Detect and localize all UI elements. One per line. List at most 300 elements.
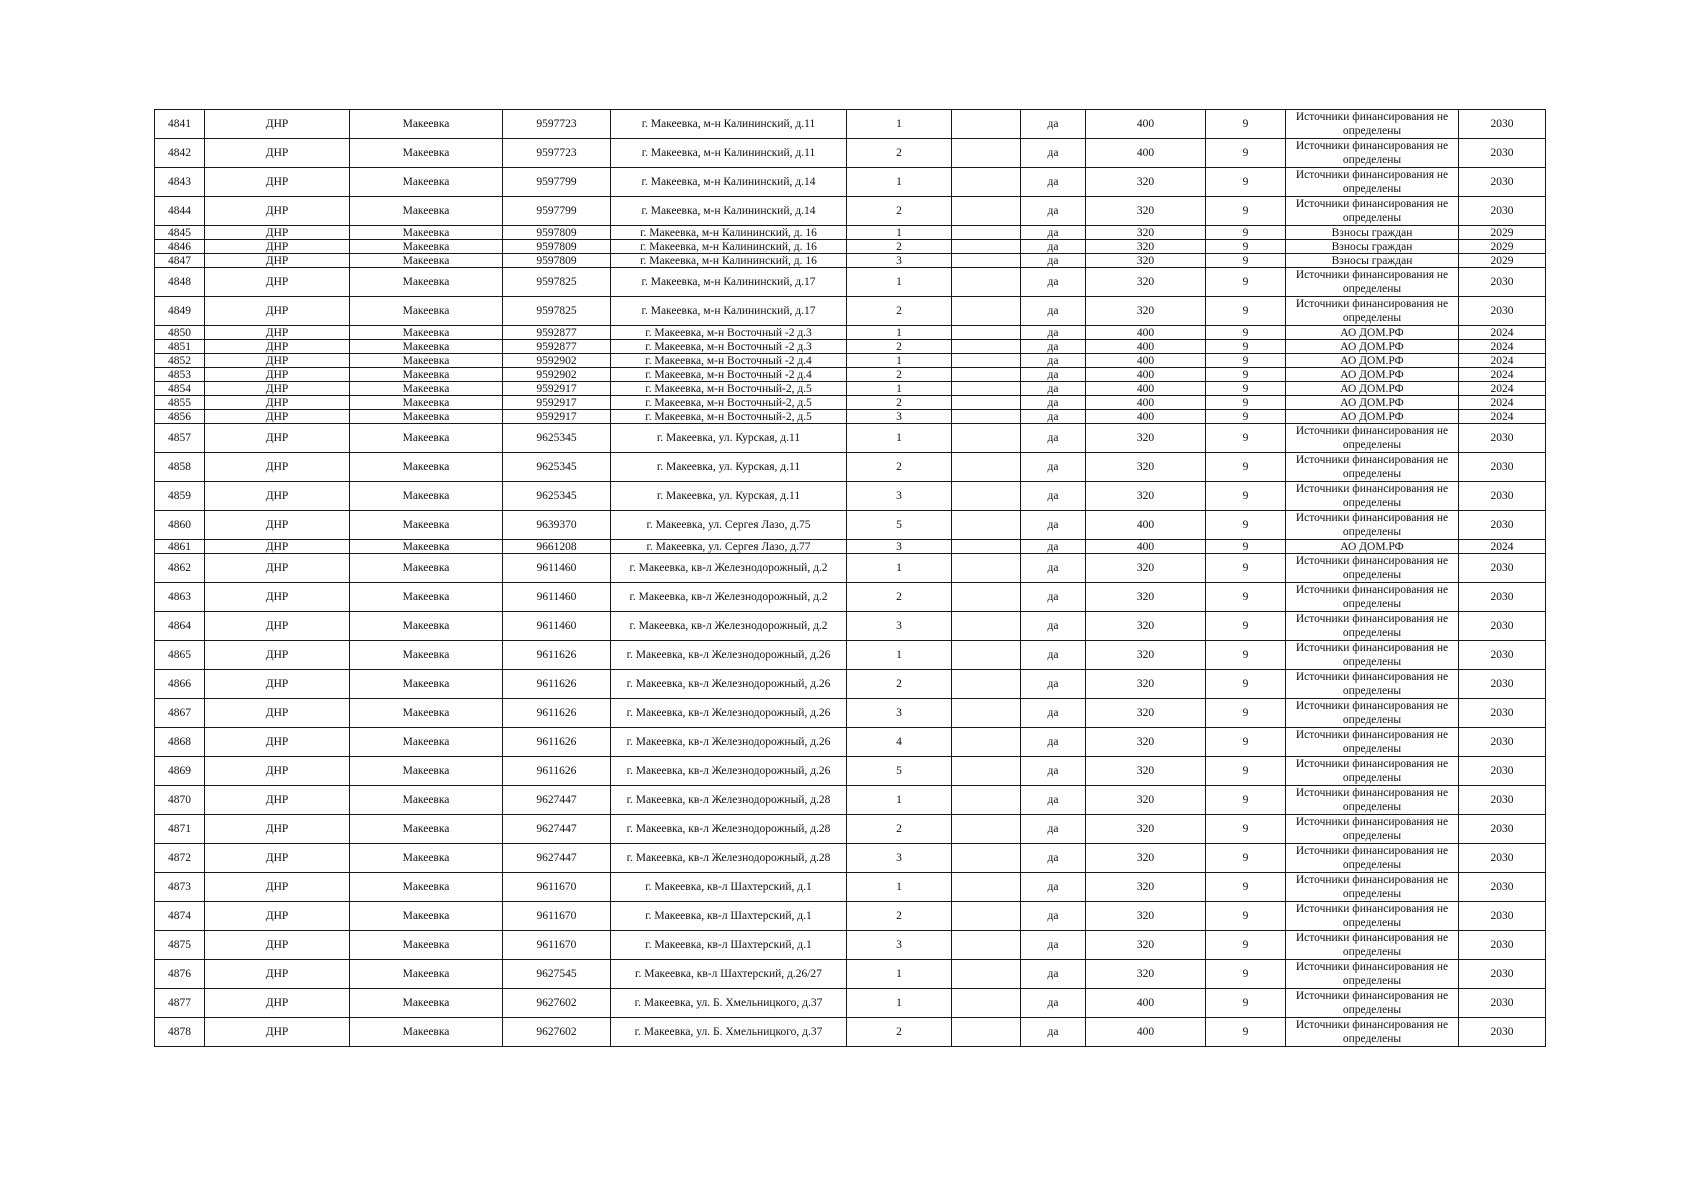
cell-year: 2024 <box>1459 326 1546 340</box>
cell-year: 2030 <box>1459 511 1546 540</box>
cell-extra <box>952 728 1021 757</box>
cell-entrance: 5 <box>847 757 952 786</box>
cell-city: Макеевка <box>350 482 503 511</box>
cell-entrance: 3 <box>847 844 952 873</box>
cell-year: 2030 <box>1459 139 1546 168</box>
cell-funding-source: Источники финансирования не определены <box>1286 728 1459 757</box>
cell-funding-source: Источники финансирования не определены <box>1286 699 1459 728</box>
cell-city: Макеевка <box>350 612 503 641</box>
cell-funding-source: АО ДОМ.РФ <box>1286 354 1459 368</box>
cell-building-id: 9597799 <box>503 197 611 226</box>
cell-address: г. Макеевка, м-н Калининский, д.11 <box>611 110 847 139</box>
cell-city: Макеевка <box>350 254 503 268</box>
cell-capacity: 320 <box>1086 873 1206 902</box>
table-row <box>155 197 1546 226</box>
cell-address: г. Макеевка, м-н Калининский, д.11 <box>611 139 847 168</box>
cell-capacity: 320 <box>1086 297 1206 326</box>
cell-address: г. Макеевка, кв-л Железнодорожный, д.2 <box>611 583 847 612</box>
cell-address: г. Макеевка, м-н Калининский, д.17 <box>611 268 847 297</box>
cell-floors: 9 <box>1206 297 1286 326</box>
cell-year: 2030 <box>1459 844 1546 873</box>
table-row <box>155 786 1546 815</box>
cell-flag: да <box>1021 354 1086 368</box>
cell-funding-source: Источники финансирования не определены <box>1286 511 1459 540</box>
cell-entrance: 1 <box>847 873 952 902</box>
cell-funding-source: Источники финансирования не определены <box>1286 110 1459 139</box>
cell-funding-source: Источники финансирования не определены <box>1286 844 1459 873</box>
cell-city: Макеевка <box>350 354 503 368</box>
table-row <box>155 326 1546 340</box>
cell-funding-source: Взносы граждан <box>1286 226 1459 240</box>
cell-building-id: 9597799 <box>503 168 611 197</box>
cell-city: Макеевка <box>350 340 503 354</box>
cell-funding-source: АО ДОМ.РФ <box>1286 410 1459 424</box>
cell-building-id: 9597809 <box>503 226 611 240</box>
cell-extra <box>952 482 1021 511</box>
cell-city: Макеевка <box>350 110 503 139</box>
cell-region: ДНР <box>205 670 350 699</box>
cell-region: ДНР <box>205 641 350 670</box>
cell-city: Макеевка <box>350 931 503 960</box>
cell-row-number: 4846 <box>155 240 205 254</box>
cell-floors: 9 <box>1206 583 1286 612</box>
cell-funding-source: Источники финансирования не определены <box>1286 139 1459 168</box>
cell-year: 2024 <box>1459 540 1546 554</box>
table-row <box>155 410 1546 424</box>
cell-entrance: 1 <box>847 989 952 1018</box>
cell-region: ДНР <box>205 326 350 340</box>
table-row <box>155 844 1546 873</box>
cell-city: Макеевка <box>350 326 503 340</box>
cell-entrance: 2 <box>847 139 952 168</box>
cell-flag: да <box>1021 583 1086 612</box>
cell-extra <box>952 670 1021 699</box>
cell-row-number: 4853 <box>155 368 205 382</box>
cell-address: г. Макеевка, ул. Сергея Лазо, д.75 <box>611 511 847 540</box>
table-row <box>155 168 1546 197</box>
cell-year: 2030 <box>1459 482 1546 511</box>
cell-building-id: 9627447 <box>503 786 611 815</box>
cell-year: 2030 <box>1459 670 1546 699</box>
cell-funding-source: Источники финансирования не определены <box>1286 554 1459 583</box>
cell-city: Макеевка <box>350 396 503 410</box>
cell-extra <box>952 583 1021 612</box>
cell-city: Макеевка <box>350 424 503 453</box>
cell-region: ДНР <box>205 612 350 641</box>
cell-year: 2029 <box>1459 240 1546 254</box>
cell-floors: 9 <box>1206 396 1286 410</box>
cell-city: Макеевка <box>350 226 503 240</box>
table-row <box>155 757 1546 786</box>
cell-capacity: 320 <box>1086 424 1206 453</box>
cell-city: Макеевка <box>350 728 503 757</box>
cell-floors: 9 <box>1206 368 1286 382</box>
cell-region: ДНР <box>205 989 350 1018</box>
cell-extra <box>952 240 1021 254</box>
cell-flag: да <box>1021 240 1086 254</box>
table-row <box>155 254 1546 268</box>
cell-flag: да <box>1021 139 1086 168</box>
cell-capacity: 320 <box>1086 728 1206 757</box>
cell-floors: 9 <box>1206 960 1286 989</box>
cell-region: ДНР <box>205 139 350 168</box>
cell-extra <box>952 424 1021 453</box>
cell-flag: да <box>1021 1018 1086 1047</box>
table-row <box>155 453 1546 482</box>
cell-city: Макеевка <box>350 453 503 482</box>
cell-capacity: 400 <box>1086 540 1206 554</box>
cell-year: 2024 <box>1459 382 1546 396</box>
cell-address: г. Макеевка, кв-л Шахтерский, д.1 <box>611 873 847 902</box>
cell-city: Макеевка <box>350 297 503 326</box>
cell-year: 2030 <box>1459 583 1546 612</box>
cell-address: г. Макеевка, ул. Сергея Лазо, д.77 <box>611 540 847 554</box>
cell-year: 2030 <box>1459 931 1546 960</box>
cell-row-number: 4861 <box>155 540 205 554</box>
cell-row-number: 4858 <box>155 453 205 482</box>
cell-extra <box>952 815 1021 844</box>
cell-building-id: 9592902 <box>503 368 611 382</box>
cell-building-id: 9625345 <box>503 453 611 482</box>
cell-row-number: 4872 <box>155 844 205 873</box>
cell-flag: да <box>1021 396 1086 410</box>
cell-row-number: 4842 <box>155 139 205 168</box>
table-row <box>155 989 1546 1018</box>
cell-row-number: 4865 <box>155 641 205 670</box>
cell-region: ДНР <box>205 410 350 424</box>
cell-building-id: 9625345 <box>503 482 611 511</box>
cell-entrance: 2 <box>847 396 952 410</box>
cell-floors: 9 <box>1206 482 1286 511</box>
cell-address: г. Макеевка, м-н Восточный -2 д.4 <box>611 354 847 368</box>
cell-row-number: 4851 <box>155 340 205 354</box>
cell-funding-source: Источники финансирования не определены <box>1286 1018 1459 1047</box>
cell-year: 2029 <box>1459 226 1546 240</box>
cell-capacity: 320 <box>1086 786 1206 815</box>
cell-region: ДНР <box>205 815 350 844</box>
cell-entrance: 3 <box>847 612 952 641</box>
cell-funding-source: Источники финансирования не определены <box>1286 424 1459 453</box>
cell-entrance: 2 <box>847 902 952 931</box>
cell-flag: да <box>1021 540 1086 554</box>
cell-region: ДНР <box>205 960 350 989</box>
cell-entrance: 2 <box>847 670 952 699</box>
cell-city: Макеевка <box>350 641 503 670</box>
cell-region: ДНР <box>205 844 350 873</box>
cell-address: г. Макеевка, м-н Калининский, д.14 <box>611 197 847 226</box>
cell-funding-source: Источники финансирования не определены <box>1286 268 1459 297</box>
cell-city: Макеевка <box>350 168 503 197</box>
cell-address: г. Макеевка, ул. Курская, д.11 <box>611 482 847 511</box>
cell-floors: 9 <box>1206 728 1286 757</box>
cell-city: Макеевка <box>350 197 503 226</box>
cell-building-id: 9661208 <box>503 540 611 554</box>
table-row <box>155 540 1546 554</box>
cell-entrance: 2 <box>847 583 952 612</box>
table-body <box>155 110 1546 1047</box>
cell-extra <box>952 902 1021 931</box>
cell-capacity: 400 <box>1086 368 1206 382</box>
cell-year: 2024 <box>1459 396 1546 410</box>
cell-entrance: 1 <box>847 110 952 139</box>
cell-entrance: 3 <box>847 482 952 511</box>
cell-extra <box>952 699 1021 728</box>
cell-building-id: 9611626 <box>503 757 611 786</box>
cell-row-number: 4867 <box>155 699 205 728</box>
cell-funding-source: Источники финансирования не определены <box>1286 902 1459 931</box>
table-row <box>155 340 1546 354</box>
table-row <box>155 424 1546 453</box>
cell-row-number: 4870 <box>155 786 205 815</box>
cell-floors: 9 <box>1206 139 1286 168</box>
cell-extra <box>952 326 1021 340</box>
cell-row-number: 4841 <box>155 110 205 139</box>
table-row <box>155 728 1546 757</box>
cell-entrance: 3 <box>847 540 952 554</box>
cell-extra <box>952 340 1021 354</box>
cell-flag: да <box>1021 382 1086 396</box>
cell-region: ДНР <box>205 583 350 612</box>
cell-row-number: 4847 <box>155 254 205 268</box>
cell-flag: да <box>1021 641 1086 670</box>
cell-extra <box>952 168 1021 197</box>
cell-capacity: 400 <box>1086 989 1206 1018</box>
cell-entrance: 1 <box>847 354 952 368</box>
cell-row-number: 4875 <box>155 931 205 960</box>
table-row <box>155 1018 1546 1047</box>
cell-flag: да <box>1021 612 1086 641</box>
cell-region: ДНР <box>205 1018 350 1047</box>
cell-address: г. Макеевка, кв-л Шахтерский, д.1 <box>611 902 847 931</box>
cell-capacity: 320 <box>1086 268 1206 297</box>
cell-address: г. Макеевка, м-н Калининский, д. 16 <box>611 254 847 268</box>
cell-address: г. Макеевка, м-н Калининский, д. 16 <box>611 226 847 240</box>
cell-building-id: 9611626 <box>503 641 611 670</box>
cell-region: ДНР <box>205 873 350 902</box>
cell-funding-source: Взносы граждан <box>1286 240 1459 254</box>
cell-region: ДНР <box>205 197 350 226</box>
cell-funding-source: Источники финансирования не определены <box>1286 960 1459 989</box>
cell-flag: да <box>1021 511 1086 540</box>
cell-funding-source: Источники финансирования не определены <box>1286 453 1459 482</box>
cell-extra <box>952 612 1021 641</box>
cell-funding-source: Источники финансирования не определены <box>1286 989 1459 1018</box>
cell-capacity: 320 <box>1086 641 1206 670</box>
cell-year: 2030 <box>1459 960 1546 989</box>
cell-funding-source: Источники финансирования не определены <box>1286 670 1459 699</box>
cell-year: 2024 <box>1459 410 1546 424</box>
table-row <box>155 699 1546 728</box>
cell-building-id: 9627545 <box>503 960 611 989</box>
cell-building-id: 9592902 <box>503 354 611 368</box>
cell-region: ДНР <box>205 453 350 482</box>
cell-address: г. Макеевка, ул. Курская, д.11 <box>611 424 847 453</box>
cell-building-id: 9597825 <box>503 297 611 326</box>
cell-region: ДНР <box>205 297 350 326</box>
cell-extra <box>952 1018 1021 1047</box>
cell-extra <box>952 297 1021 326</box>
cell-row-number: 4877 <box>155 989 205 1018</box>
cell-region: ДНР <box>205 254 350 268</box>
cell-entrance: 3 <box>847 931 952 960</box>
table-row <box>155 139 1546 168</box>
cell-funding-source: Взносы граждан <box>1286 254 1459 268</box>
cell-city: Макеевка <box>350 583 503 612</box>
cell-floors: 9 <box>1206 110 1286 139</box>
table-row <box>155 641 1546 670</box>
cell-floors: 9 <box>1206 540 1286 554</box>
cell-entrance: 1 <box>847 424 952 453</box>
cell-building-id: 9597825 <box>503 268 611 297</box>
cell-capacity: 400 <box>1086 1018 1206 1047</box>
cell-floors: 9 <box>1206 815 1286 844</box>
cell-floors: 9 <box>1206 254 1286 268</box>
cell-flag: да <box>1021 931 1086 960</box>
cell-building-id: 9597809 <box>503 254 611 268</box>
cell-building-id: 9611670 <box>503 931 611 960</box>
table-row <box>155 382 1546 396</box>
cell-row-number: 4862 <box>155 554 205 583</box>
cell-address: г. Макеевка, кв-л Железнодорожный, д.2 <box>611 554 847 583</box>
cell-capacity: 320 <box>1086 757 1206 786</box>
cell-extra <box>952 641 1021 670</box>
cell-city: Макеевка <box>350 268 503 297</box>
cell-building-id: 9611460 <box>503 612 611 641</box>
cell-city: Макеевка <box>350 540 503 554</box>
cell-year: 2029 <box>1459 254 1546 268</box>
cell-funding-source: Источники финансирования не определены <box>1286 612 1459 641</box>
cell-flag: да <box>1021 226 1086 240</box>
cell-capacity: 320 <box>1086 902 1206 931</box>
cell-address: г. Макеевка, кв-л Железнодорожный, д.26 <box>611 757 847 786</box>
table-row <box>155 960 1546 989</box>
cell-row-number: 4844 <box>155 197 205 226</box>
cell-capacity: 400 <box>1086 326 1206 340</box>
cell-floors: 9 <box>1206 226 1286 240</box>
table-row <box>155 554 1546 583</box>
cell-floors: 9 <box>1206 340 1286 354</box>
cell-capacity: 400 <box>1086 382 1206 396</box>
cell-funding-source: Источники финансирования не определены <box>1286 482 1459 511</box>
cell-row-number: 4852 <box>155 354 205 368</box>
cell-row-number: 4864 <box>155 612 205 641</box>
cell-year: 2030 <box>1459 297 1546 326</box>
cell-extra <box>952 410 1021 424</box>
cell-row-number: 4871 <box>155 815 205 844</box>
cell-capacity: 320 <box>1086 699 1206 728</box>
cell-extra <box>952 197 1021 226</box>
cell-funding-source: АО ДОМ.РФ <box>1286 382 1459 396</box>
cell-building-id: 9639370 <box>503 511 611 540</box>
cell-building-id: 9592877 <box>503 326 611 340</box>
cell-row-number: 4857 <box>155 424 205 453</box>
cell-city: Макеевка <box>350 382 503 396</box>
cell-address: г. Макеевка, м-н Восточный -2 д.3 <box>611 340 847 354</box>
cell-flag: да <box>1021 340 1086 354</box>
cell-address: г. Макеевка, м-н Восточный-2, д.5 <box>611 382 847 396</box>
cell-funding-source: АО ДОМ.РФ <box>1286 340 1459 354</box>
cell-city: Макеевка <box>350 815 503 844</box>
cell-flag: да <box>1021 902 1086 931</box>
cell-year: 2030 <box>1459 757 1546 786</box>
cell-address: г. Макеевка, м-н Калининский, д.17 <box>611 297 847 326</box>
cell-city: Макеевка <box>350 786 503 815</box>
cell-city: Макеевка <box>350 989 503 1018</box>
table-row <box>155 670 1546 699</box>
cell-year: 2024 <box>1459 354 1546 368</box>
cell-floors: 9 <box>1206 410 1286 424</box>
table-row <box>155 297 1546 326</box>
cell-region: ДНР <box>205 554 350 583</box>
cell-entrance: 1 <box>847 168 952 197</box>
cell-building-id: 9592917 <box>503 410 611 424</box>
cell-building-id: 9592917 <box>503 396 611 410</box>
cell-row-number: 4855 <box>155 396 205 410</box>
cell-year: 2030 <box>1459 612 1546 641</box>
cell-flag: да <box>1021 728 1086 757</box>
cell-year: 2024 <box>1459 368 1546 382</box>
cell-address: г. Макеевка, кв-л Железнодорожный, д.28 <box>611 844 847 873</box>
cell-floors: 9 <box>1206 354 1286 368</box>
cell-building-id: 9597723 <box>503 139 611 168</box>
cell-region: ДНР <box>205 931 350 960</box>
cell-building-id: 9611670 <box>503 873 611 902</box>
cell-floors: 9 <box>1206 670 1286 699</box>
cell-entrance: 2 <box>847 1018 952 1047</box>
cell-year: 2030 <box>1459 554 1546 583</box>
cell-capacity: 400 <box>1086 110 1206 139</box>
cell-entrance: 2 <box>847 340 952 354</box>
data-table <box>154 109 1546 1047</box>
cell-row-number: 4878 <box>155 1018 205 1047</box>
cell-entrance: 2 <box>847 453 952 482</box>
cell-extra <box>952 354 1021 368</box>
cell-floors: 9 <box>1206 1018 1286 1047</box>
cell-row-number: 4874 <box>155 902 205 931</box>
cell-building-id: 9627602 <box>503 989 611 1018</box>
cell-city: Макеевка <box>350 1018 503 1047</box>
cell-flag: да <box>1021 297 1086 326</box>
cell-row-number: 4869 <box>155 757 205 786</box>
cell-region: ДНР <box>205 110 350 139</box>
cell-capacity: 320 <box>1086 931 1206 960</box>
cell-flag: да <box>1021 786 1086 815</box>
table-row <box>155 931 1546 960</box>
cell-year: 2030 <box>1459 902 1546 931</box>
cell-city: Макеевка <box>350 902 503 931</box>
cell-city: Макеевка <box>350 139 503 168</box>
table-row <box>155 368 1546 382</box>
cell-floors: 9 <box>1206 989 1286 1018</box>
cell-floors: 9 <box>1206 168 1286 197</box>
cell-region: ДНР <box>205 268 350 297</box>
cell-floors: 9 <box>1206 268 1286 297</box>
cell-row-number: 4845 <box>155 226 205 240</box>
cell-address: г. Макеевка, м-н Восточный -2 д.4 <box>611 368 847 382</box>
cell-address: г. Макеевка, м-н Калининский, д. 16 <box>611 240 847 254</box>
cell-address: г. Макеевка, м-н Калининский, д.14 <box>611 168 847 197</box>
cell-entrance: 1 <box>847 641 952 670</box>
cell-flag: да <box>1021 757 1086 786</box>
cell-city: Макеевка <box>350 757 503 786</box>
cell-funding-source: Источники финансирования не определены <box>1286 641 1459 670</box>
cell-flag: да <box>1021 453 1086 482</box>
cell-capacity: 320 <box>1086 815 1206 844</box>
cell-funding-source: Источники финансирования не определены <box>1286 931 1459 960</box>
cell-floors: 9 <box>1206 873 1286 902</box>
cell-floors: 9 <box>1206 641 1286 670</box>
cell-flag: да <box>1021 254 1086 268</box>
